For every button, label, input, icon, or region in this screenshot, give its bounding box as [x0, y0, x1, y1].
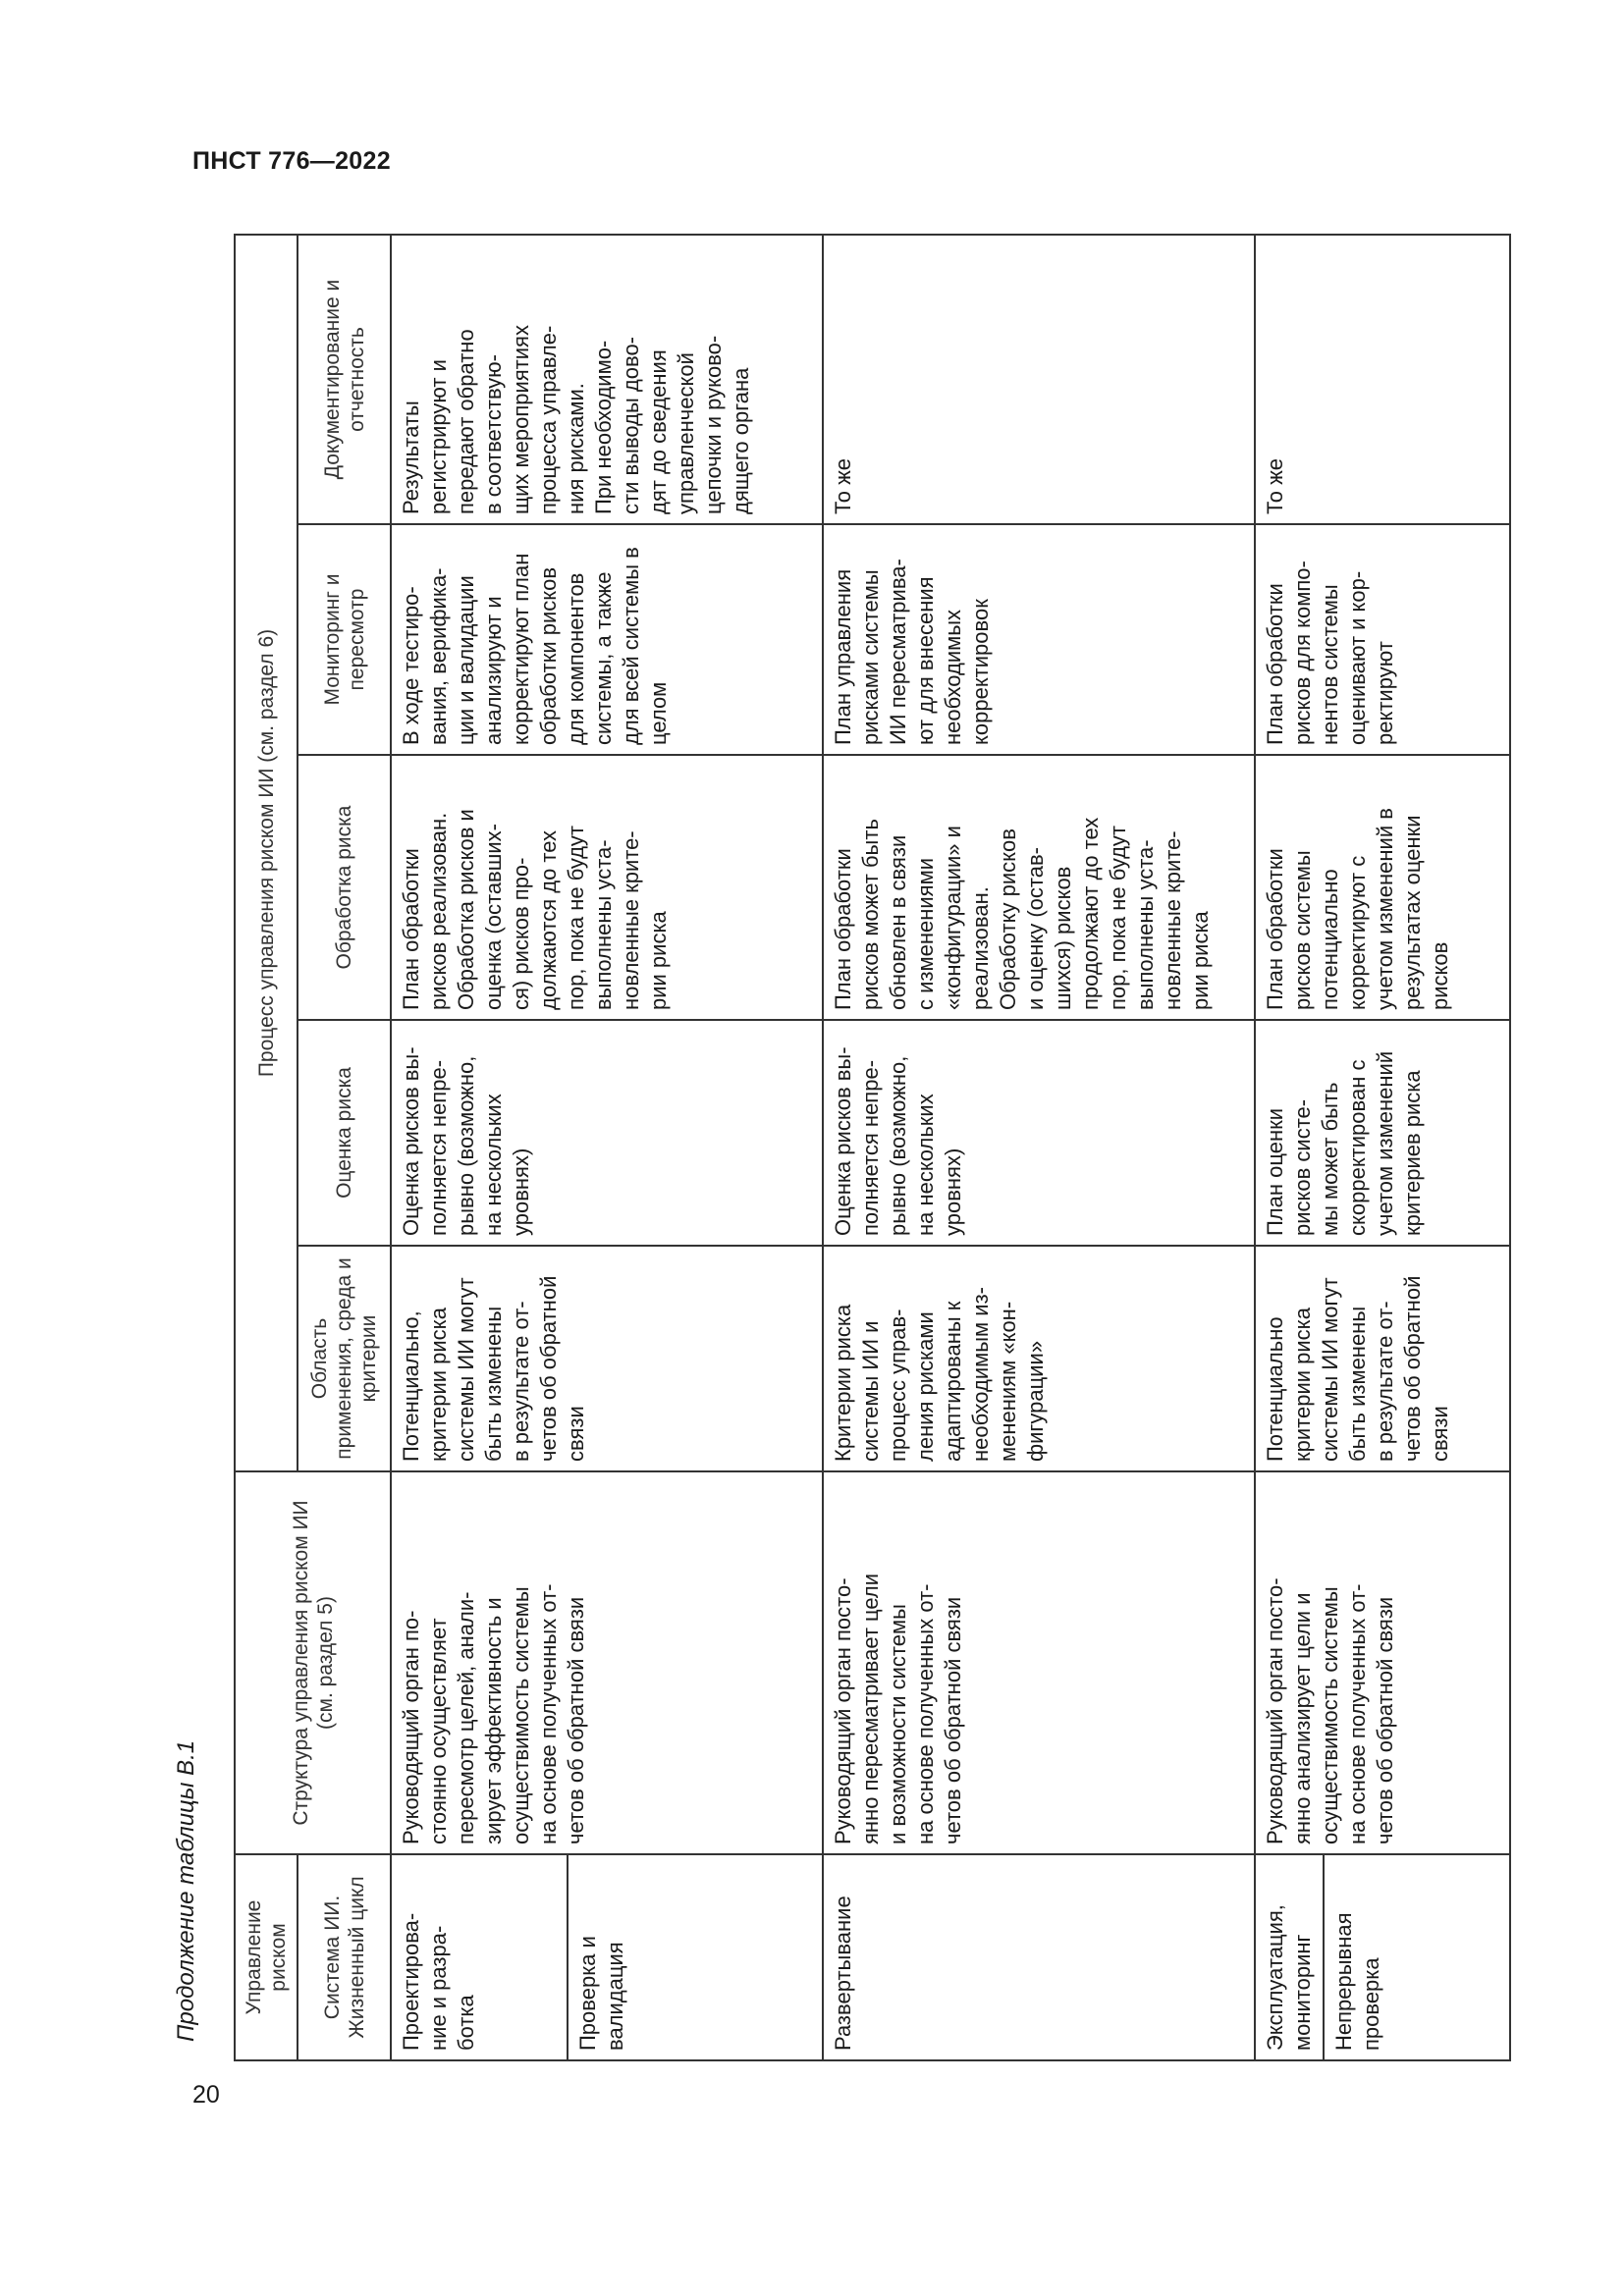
- structure-cell: Руководящий орган по- стоянно осуществляет пересмотр целей, анали- зирует эффективность и осуществимость системы на основе полученных от- четов об обратной связи: [391, 1471, 823, 1854]
- scope-cell: Потенциально, критерии риска системы ИИ могут быть изменены в результате от- четов об обратной связи: [391, 1246, 823, 1471]
- stage-cell-sub: Непрерывная проверка: [1324, 1854, 1510, 2060]
- stage-cell-sub: Проверка и валидация: [568, 1854, 823, 2060]
- page-number: 20: [192, 2081, 220, 2109]
- header-assessment: Оценка риска: [298, 1020, 391, 1246]
- table-row: [1255, 235, 1324, 2060]
- monitoring-cell: В ходе тестиро- вания, верифика- ции и валидации анализируют и корректируют план обработки рисков для компонентов системы, а также для всей системы в целом: [391, 524, 823, 755]
- docs-cell: Результаты регистрируют и передают обратно в соответствую- щих мероприятиях процесса управле- ния рисками. При необходимо- сти выводы дово- дят до сведения управленческой цепочки и руково- дящего органа: [391, 235, 823, 524]
- scope-cell: Критерии риска системы ИИ и процесс управ- ления рисками адаптированы к необходимым из- менениям «кон- фигурации»: [823, 1246, 1255, 1471]
- docs-cell: То же: [823, 235, 1255, 524]
- stage-cell: Проектирова- ние и разра- ботка: [391, 1854, 568, 2060]
- table-row: [391, 235, 568, 2060]
- header-row-top: [235, 235, 298, 2060]
- document-code: ПНСТ 776—2022: [192, 147, 391, 175]
- stage-cell: Эксплуатация, мониторинг: [1255, 1854, 1324, 2060]
- header-risk-management: Управление риском: [235, 1854, 298, 2060]
- header-process: Процесс управления риском ИИ (см. раздел 6): [235, 235, 298, 1471]
- treatment-cell: План обработки рисков реализован. Обработка рисков и оценка (оставших- ся) рисков про- должаются до тех пор, пока не будут выполнены уста- новленные крите- рии риска: [391, 755, 823, 1020]
- risk-management-table: [234, 234, 1511, 2061]
- rotated-table-container: [234, 236, 1471, 2061]
- header-docs: Документирование и отчетность: [298, 235, 391, 524]
- assessment-cell: План оценки рисков систе- мы может быть скорректирован с учетом изменений критериев риска: [1255, 1020, 1510, 1246]
- docs-cell: То же: [1255, 235, 1510, 524]
- scope-cell: Потенциально критерии риска системы ИИ могут быть изменены в результате от- четов об обратной связи: [1255, 1246, 1510, 1471]
- structure-cell: Руководящий орган посто- янно пересматривает цели и возможности системы на основе полученных от- четов об обратной связи: [823, 1471, 1255, 1854]
- header-scope: Область применения, среда и критерии: [298, 1246, 391, 1471]
- header-structure: Структура управления риском ИИ (см. раздел 5): [235, 1471, 391, 1854]
- treatment-cell: План обработки рисков системы потенциально корректируют с учетом изменений в результатах оценки рисков: [1255, 755, 1510, 1020]
- monitoring-cell: План обработки рисков для компо- нентов системы оценивают и кор- ректируют: [1255, 524, 1510, 755]
- treatment-cell: План обработки рисков может быть обновлен в связи с изменениями «конфигурации» и реализован. Обработку рисков и оценку (остав- шихся) рисков продолжают до тех пор, пока не будут выполнены уста- новленные крите- рии риска: [823, 755, 1255, 1020]
- assessment-cell: Оценка рисков вы- полняется непре- рывно (возможно, на нескольких уровнях): [391, 1020, 823, 1246]
- header-monitoring: Мониторинг и пересмотр: [298, 524, 391, 755]
- stage-cell: Развертывание: [823, 1854, 1255, 2060]
- assessment-cell: Оценка рисков вы- полняется непре- рывно (возможно, на нескольких уровнях): [823, 1020, 1255, 1246]
- monitoring-cell: План управления рисками системы ИИ пересматрива- ют для внесения необходимых корректировок: [823, 524, 1255, 755]
- header-lifecycle: Система ИИ. Жизненный цикл: [298, 1854, 391, 2060]
- structure-cell: Руководящий орган посто- янно анализирует цели и осуществимость системы на основе полученных от- четов об обратной связи: [1255, 1471, 1510, 1854]
- header-treatment: Обработка риска: [298, 755, 391, 1020]
- table-caption: Продолжение таблицы В.1: [173, 1739, 199, 2042]
- table-row: [823, 235, 1255, 2060]
